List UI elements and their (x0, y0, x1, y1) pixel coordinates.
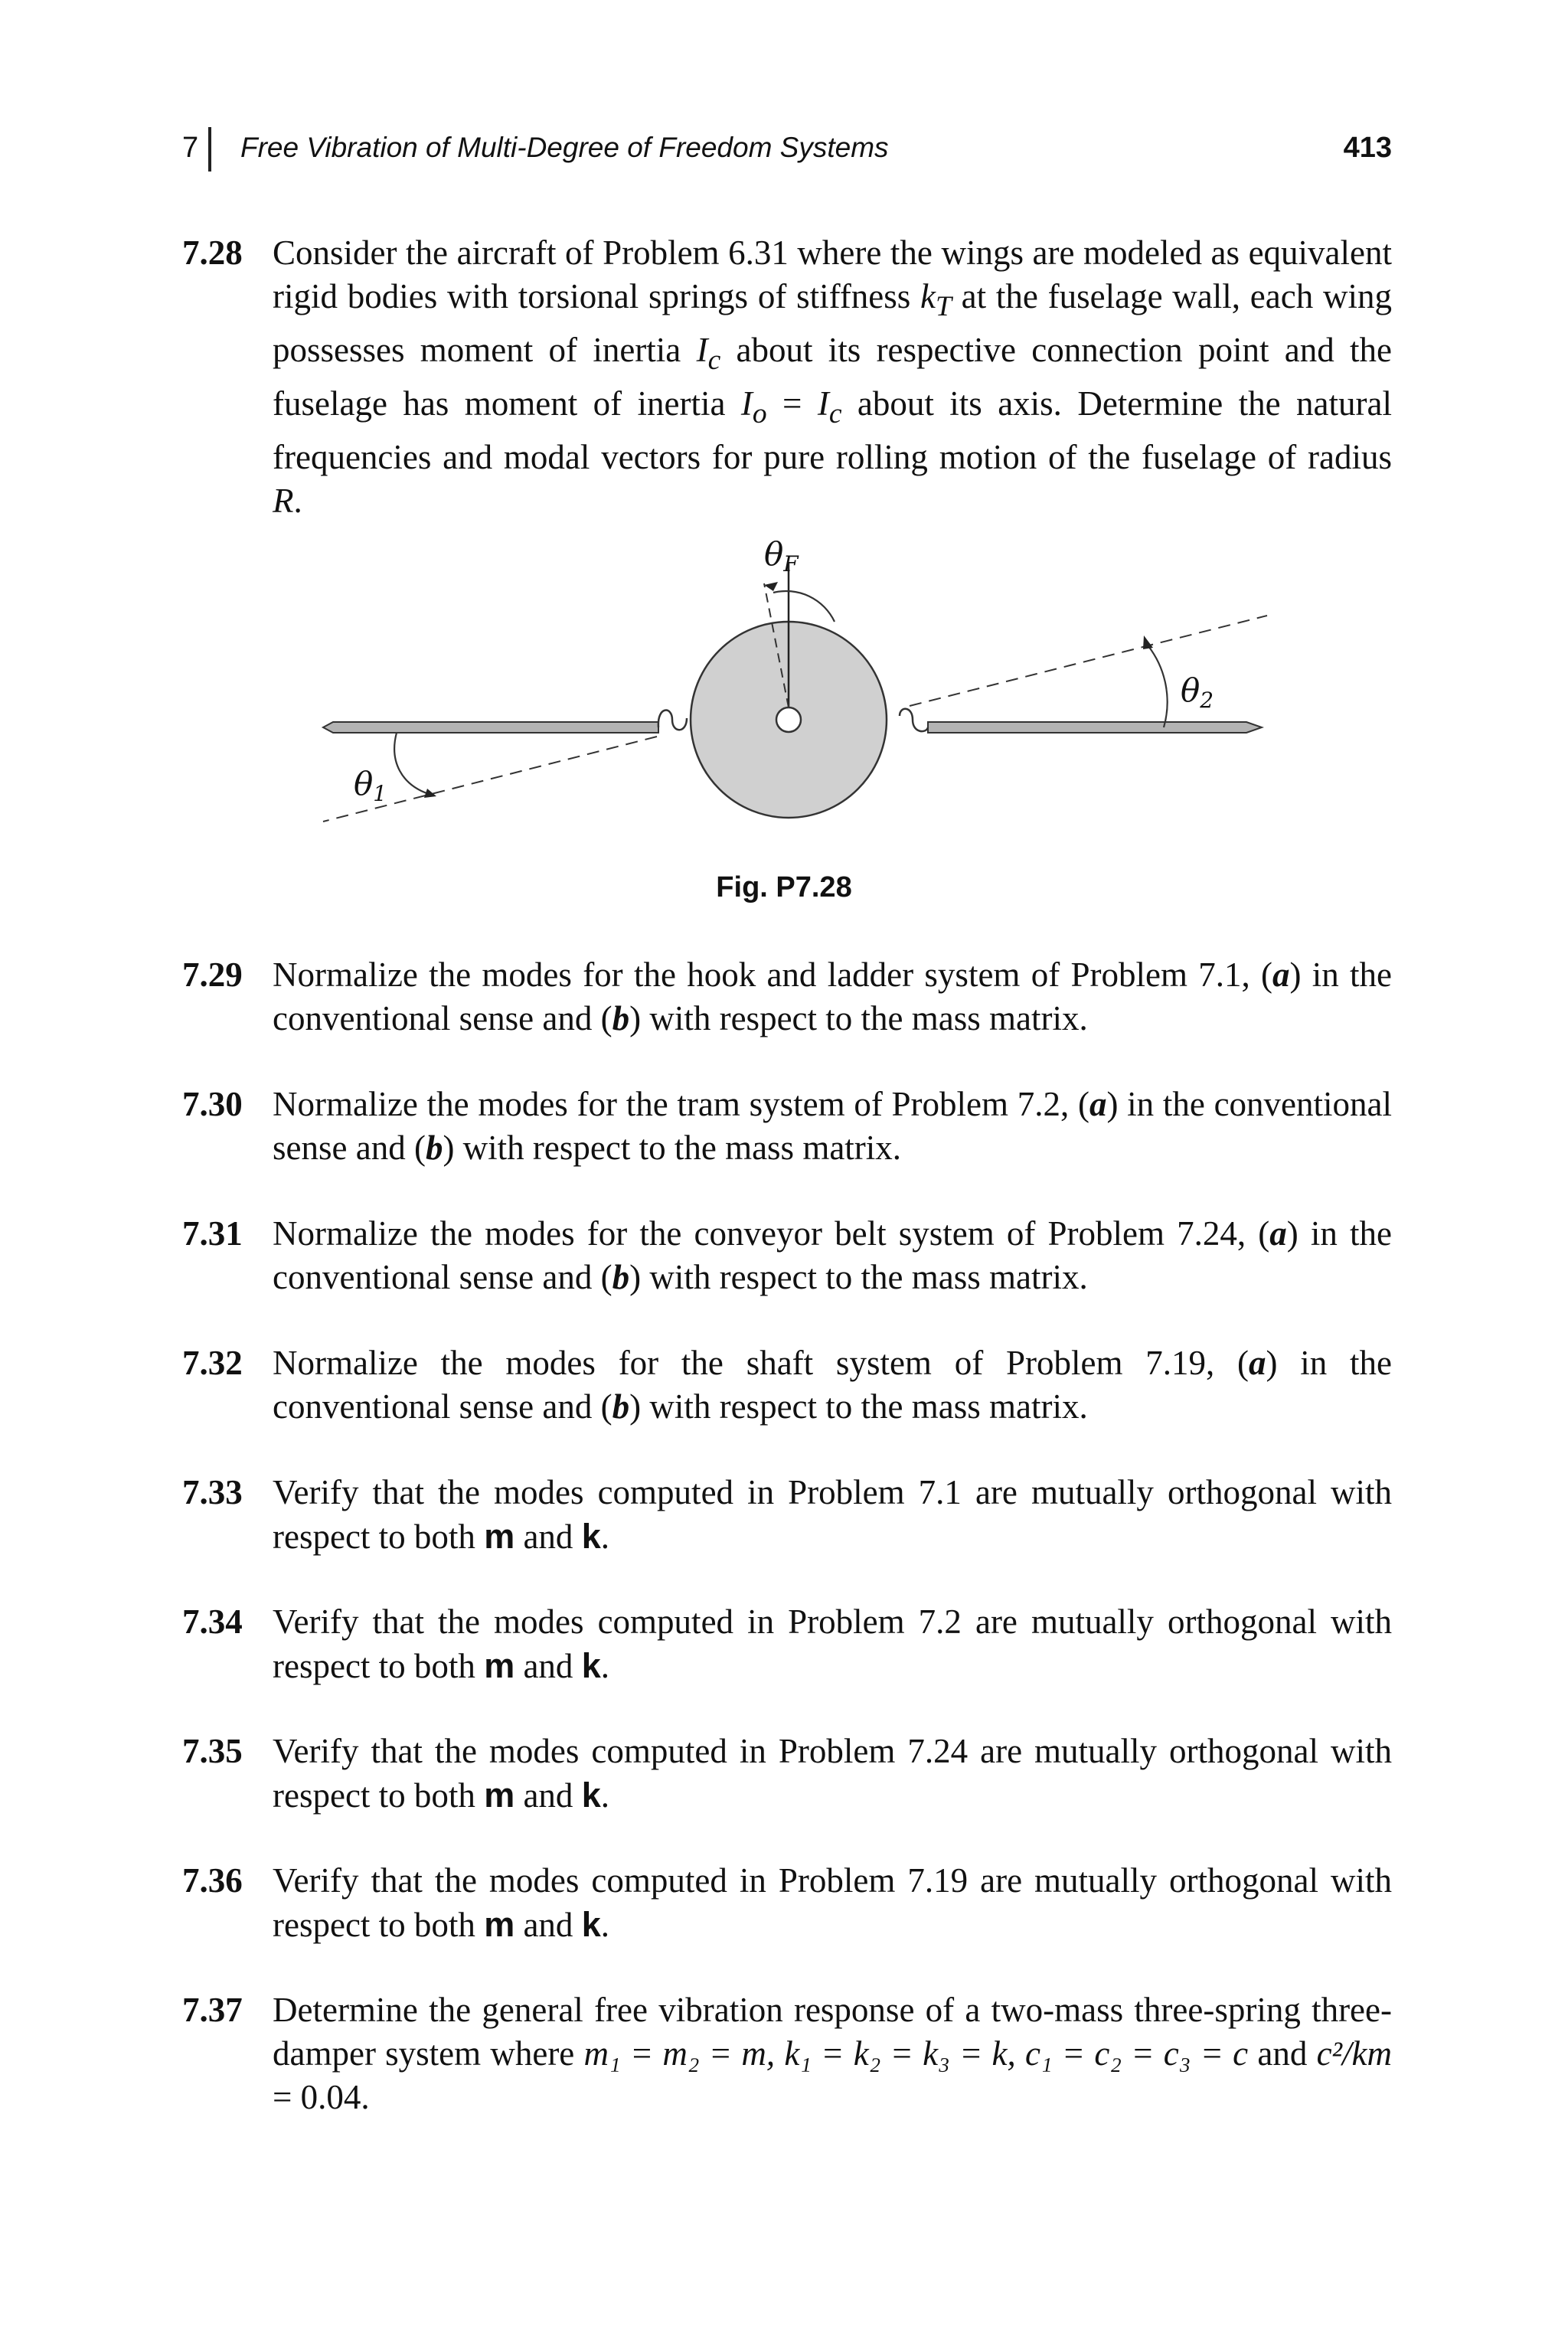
problem-7-29 (182, 953, 1392, 1041)
problem-7-35 (182, 1730, 1392, 1818)
problem-text: Verify that the modes computed in Problem 7.24 are mutually orthogonal with respect to both m and k. (273, 1732, 1392, 1815)
problem-number: 7.34 (182, 1603, 243, 1641)
problem-text: Determine the general free vibration response of a two-mass three-spring three-damper system where m₁ = m₂ = m, k₁ = k₂ = k₃ = k, c₁ = c₂ = c₃ = c and c²/km = 0.04. (273, 1991, 1392, 2116)
right-torsional-spring (900, 709, 928, 731)
figure-caption: Fig. P7.28 (716, 871, 852, 903)
problem-text: Verify that the modes computed in Problem 7.19 are mutually orthogonal with respect to both m and k. (273, 1861, 1392, 1944)
left-torsional-spring (658, 711, 687, 730)
figure-p7-28 (306, 536, 1286, 896)
problem-text: Normalize the modes for the shaft system of Problem 7.19, (a) in the conventional sense and (b) with respect to the mass matrix. (273, 1344, 1393, 1426)
theta-1-arc (394, 733, 429, 794)
theta-f-label: θF (764, 536, 799, 577)
problem-number: 7.30 (182, 1085, 243, 1123)
problem-7-32 (182, 1341, 1392, 1429)
theta-1-label: θ1 (354, 765, 387, 806)
problem-number: 7.35 (182, 1732, 243, 1770)
aircraft-diagram (306, 536, 1286, 896)
damping-ratio-expression: c²/km (1316, 2034, 1392, 2073)
problem-7-37 (182, 1988, 1392, 2119)
running-header (182, 132, 1392, 178)
problem-number: 7.29 (182, 956, 243, 994)
problem-7-36 (182, 1859, 1392, 1947)
left-wing (323, 722, 658, 733)
left-wing-reference-line (323, 737, 657, 822)
theta-f-arc (773, 591, 835, 622)
problem-number: 7.36 (182, 1861, 243, 1900)
problem-text: Verify that the modes computed in Problem 7.1 are mutually orthogonal with respect to both m and k. (273, 1473, 1392, 1556)
page-number: 413 (1343, 132, 1392, 164)
problem-7-31 (182, 1212, 1392, 1299)
theta-2-label: θ2 (1181, 671, 1214, 713)
problem-text: Normalize the modes for the conveyor belt system of Problem 7.24, (a) in the conventional sense and (b) with respect to the mass matrix. (273, 1214, 1392, 1296)
problem-number: 7.28 (182, 234, 243, 272)
problem-7-33 (182, 1471, 1392, 1559)
theta-f-arrowhead (764, 582, 778, 591)
problem-text: Consider the aircraft of Problem 6.31 where the wings are modeled as equivalent rigid bodies with torsional springs of stiffness $k_T$ at the fuselage wall, each wing possesses moment of inertia $I_c$ about its respective connection point and the fuselage has moment of inertia $I_o = I_c$ about its axis. Determine the natural frequencies and modal vectors for pure rolling motion of the fuselage of radius R. (273, 234, 1392, 520)
header-divider (208, 127, 211, 172)
theta-2-arrowhead (1143, 635, 1153, 649)
right-wing (928, 722, 1262, 733)
problem-number: 7.33 (182, 1473, 243, 1511)
problem-number: 7.32 (182, 1344, 243, 1382)
problem-text: Normalize the modes for the hook and ladder system of Problem 7.1, (a) in the conventional sense and (b) with respect to the mass matrix. (273, 956, 1392, 1037)
problem-7-30 (182, 1083, 1392, 1170)
problem-number: 7.37 (182, 1991, 243, 2029)
chapter-number: 7 (182, 132, 199, 164)
problem-7-28 (182, 231, 1392, 523)
problem-text: Normalize the modes for the tram system of Problem 7.2, (a) in the conventional sense and (b) with respect to the mass matrix. (273, 1085, 1392, 1167)
chapter-title: Free Vibration of Multi-Degree of Freedom Systems (240, 132, 889, 163)
parameter-equalities: m₁ = m₂ = m, k₁ = k₂ = k₃ = k, c₁ = c₂ = c₃ = c (583, 2034, 1249, 2073)
problem-text: Verify that the modes computed in Problem 7.2 are mutually orthogonal with respect to both m and k. (273, 1603, 1392, 1685)
theta-2-arc (1148, 646, 1168, 727)
problem-number: 7.31 (182, 1214, 243, 1253)
fuselage-axis (776, 707, 801, 732)
problem-7-34 (182, 1600, 1392, 1688)
